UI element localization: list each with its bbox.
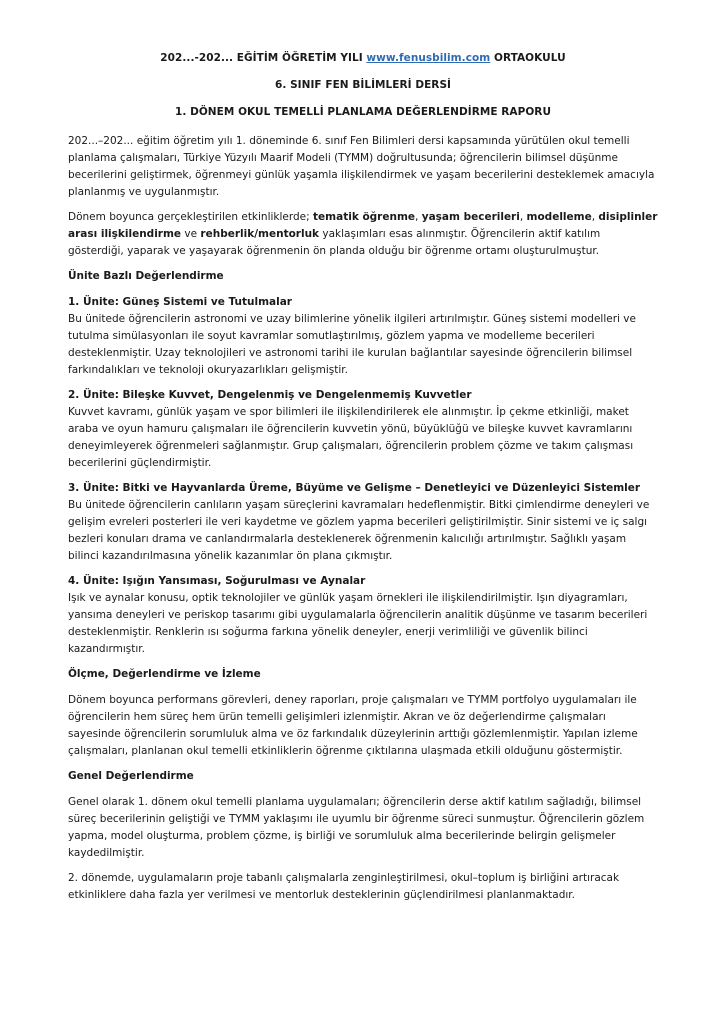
approach-mentoring: rehberlik/mentorluk bbox=[200, 228, 320, 240]
general-paragraph-2: 2. dönemde, uygulamaların proje tabanlı çalışmalarla zenginleştirilmesi, okul–toplum iş birliğini artıracak etkinliklere daha fazla yer verilmesi ve mentorluk desteklerinin güçlendirilmesi planlanmaktadır. bbox=[68, 872, 620, 901]
intro-text-a: Dönem boyunca gerçekleştirilen etkinliklerde; bbox=[68, 211, 310, 223]
assessment-heading: Ölçme, Değerlendirme ve İzleme bbox=[68, 668, 261, 680]
intro-text-d: yaklaşımları esas alınmıştır. Öğrencilerin aktif katılım gösterdiği, yaparak ve yaşayarak öğrenmenin ön planda olduğu bir öğrenme ortamı oluşturulmuştur. bbox=[68, 228, 601, 257]
school-year-heading bbox=[68, 50, 658, 67]
intro-paragraph-1: 202...–202... eğitim öğretim yılı 1. döneminde 6. sınıf Fen Bilimleri dersi kapsamında yürütülen okul temelli planlama çalışmaları, Türkiye Yüzyılı Maarif Modeli (TYMM) doğrultusunda; öğrencilerin bilimsel düşünme becerilerini geliştirmek, öğrenmeyi günlük yaşamla ilişkilendirmek ve yaşam becerilerini desteklemek amacıyla planlanmış ve uygulanmıştır. bbox=[68, 135, 655, 198]
website-link[interactable]: www.fenusbilim.com bbox=[366, 52, 491, 64]
unit-section-heading: Ünite Bazlı Değerlendirme bbox=[68, 270, 224, 282]
approach-life-skills: yaşam becerileri bbox=[421, 211, 520, 223]
unit-3-title: 3. Ünite: Bitki ve Hayvanlarda Üreme, Büyüme ve Gelişme – Denetleyici ve Düzenleyici Sistemler bbox=[68, 482, 641, 494]
school-year-text: 202...-202... EĞİTİM ÖĞRETİM YILI bbox=[160, 52, 363, 64]
approach-modelling: modelleme bbox=[526, 211, 592, 223]
school-type-text: ORTAOKULU bbox=[493, 52, 566, 64]
conjunction: ve bbox=[184, 228, 198, 240]
general-paragraph-1: Genel olarak 1. dönem okul temelli planlama uygulamaları; öğrencilerin derse aktif katılım sağladığı, bilimsel süreç becerilerinin geliştiği ve TYMM yaklaşımı ile uyumlu bir öğrenme süreci sunmuştur. Öğrencilerin gözlem yapma, model oluşturma, problem çözme, iş birliği ve sorumluluk alma becerilerinde belirgin gelişmeler kaydedilmiştir. bbox=[68, 796, 645, 859]
approach-thematic: tematik öğrenme bbox=[313, 211, 416, 223]
intro-paragraph-2 bbox=[68, 209, 658, 260]
report-page bbox=[68, 50, 658, 912]
unit-1-title: 1. Ünite: Güneş Sistemi ve Tutulmalar bbox=[68, 296, 292, 308]
unit-4-title: 4. Ünite: Işığın Yansıması, Soğurulması ve Aynalar bbox=[68, 575, 366, 587]
approach-interdisciplinary: disiplinler arası ilişkilendirme bbox=[68, 211, 658, 240]
unit-2-body: Kuvvet kavramı, günlük yaşam ve spor bilimleri ile ilişkilendirilerek ele alınmıştır. İp çekme etkinliği, maket araba ve oyun hamuru çalışmaları ile öğrencilerin kuvvetin yönü, büyüklüğü ve bileşke kuvvet kavramlarını deneyimleyerek öğrenmeleri sağlanmıştır. Grup çalışmaları, öğrencilerin problem çözme ve takım çalışması becerilerini güçlendirmiştir. bbox=[68, 406, 634, 469]
general-heading: Genel Değerlendirme bbox=[68, 770, 194, 782]
report-title: 1. DÖNEM OKUL TEMELLİ PLANLAMA DEĞERLENDİRME RAPORU bbox=[174, 106, 552, 118]
unit-3-body: Bu ünitede öğrencilerin canlıların yaşam süreçlerini kavramaları hedeflenmiştir. Bitki çimlendirme deneyleri ve gelişim evreleri posterleri ile veri kaydetme ve gözlem yapma becerileri geliştirilmiştir. Sinir sistemi ve iç salgı bezleri konuları drama ve canlandırmalarla desteklenerek öğrenmenin kalıcılığı artırılmıştır. Sağlıklı yaşam bilinci kazandırılmasına yönelik kazanımlar ön plana çıkmıştır. bbox=[68, 499, 650, 562]
assessment-body: Dönem boyunca performans görevleri, deney raporları, proje çalışmaları ve TYMM portfolyo uygulamaları ile öğrencilerin hem süreç hem ürün temelli gelişimleri izlenmiştir. Akran ve öz değerlendirme çalışmaları sayesinde öğrencilerin sorumluluk alma ve öz farkındalık düzeylerinin arttığı gözlemlenmiştir. Yapılan izleme çalışmaları, planlanan okul temelli etkinliklerin öğrenme çıktılarına ulaşmada etkili olduğunu göstermiştir. bbox=[68, 694, 638, 757]
separator: , bbox=[591, 211, 596, 223]
unit-1-body: Bu ünitede öğrencilerin astronomi ve uzay bilimlerine yönelik ilgileri artırılmıştır. Güneş sistemi modelleri ve tutulma simülasyonları ile soyut kavramlar somutlaştırılmış, gözlem yapma ve modelleme becerileri desteklenmiştir. Uzay teknolojileri ve astronomi tarihi ile kurulan bağlantılar sayesinde öğrencilerin bilimsel farkındalıkları ve teknoloji okuryazarlıkları gelişmiştir. bbox=[68, 313, 636, 376]
course-heading: 6. SINIF FEN BİLİMLERİ DERSİ bbox=[274, 79, 452, 91]
unit-2-title: 2. Ünite: Bileşke Kuvvet, Dengelenmiş ve Dengelenmemiş Kuvvetler bbox=[68, 389, 472, 401]
separator: , bbox=[415, 211, 419, 223]
unit-4-body: Işık ve aynalar konusu, optik teknolojiler ve günlük yaşam örnekleri ile ilişkilendirilmiştir. Işın diyagramları, yansıma deneyleri ve periskop tasarımı gibi uygulamalarla öğrencilerin analitik düşünme ve tasarım becerileri desteklenmiştir. Renklerin ısı soğurma farkına yönelik deneyler, enerji verimliliği ve güvenlik bilinci kazandırmıştır. bbox=[68, 592, 648, 655]
separator: , bbox=[519, 211, 524, 223]
